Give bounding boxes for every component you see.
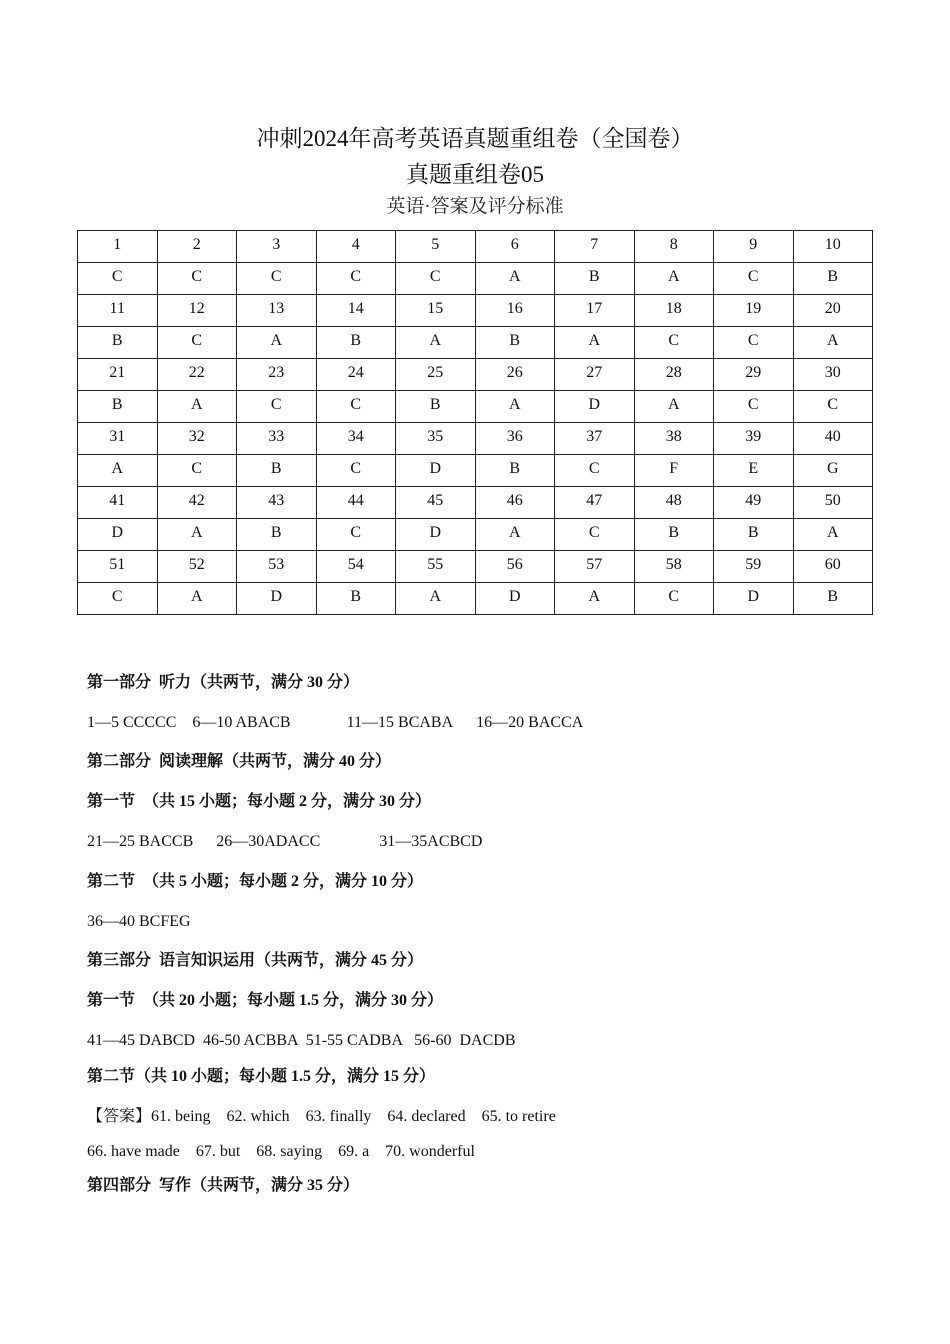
question-number-cell: 16 — [475, 295, 555, 327]
answer-cell: D — [396, 455, 476, 487]
question-number-cell: 53 — [237, 551, 317, 583]
answer-cell: C — [634, 327, 714, 359]
answer-cell: B — [316, 327, 396, 359]
part1-answer-group: 6—10 ABACB — [192, 714, 291, 731]
question-number-row — [78, 423, 873, 455]
part3-section1-answers: 41—45 DABCD 46-50 ACBBA 51-55 CADBA 56-60 DACDB — [87, 1032, 516, 1049]
answer-cell: A — [634, 263, 714, 295]
question-number-cell: 25 — [396, 359, 476, 391]
answer-cell: F — [634, 455, 714, 487]
answer-cell: C — [316, 455, 396, 487]
question-number-cell: 12 — [157, 295, 237, 327]
question-number-cell: 45 — [396, 487, 476, 519]
part2-section2-heading: 第二节 （共 5 小题；每小题 2 分，满分 10 分） — [87, 873, 424, 890]
answer-cell: B — [396, 391, 476, 423]
answer-cell: D — [78, 519, 158, 551]
answer-cell: C — [396, 263, 476, 295]
question-number-cell: 21 — [78, 359, 158, 391]
answer-cell: A — [157, 583, 237, 615]
answer-cell: B — [793, 583, 873, 615]
question-number-row — [78, 359, 873, 391]
answer-cell: A — [555, 327, 635, 359]
question-number-cell: 31 — [78, 423, 158, 455]
question-number-row — [78, 487, 873, 519]
question-number-cell: 56 — [475, 551, 555, 583]
part2-answer-group: 31—35ACBCD — [379, 833, 483, 850]
question-number-cell: 38 — [634, 423, 714, 455]
question-number-cell: 46 — [475, 487, 555, 519]
answer-cell: A — [396, 327, 476, 359]
answer-cell: A — [475, 519, 555, 551]
answer-cell: C — [157, 455, 237, 487]
question-number-cell: 42 — [157, 487, 237, 519]
question-number-cell: 11 — [78, 295, 158, 327]
part3-section2-answers-line2: 66. have made 67. but 68. saying 69. a 70. wonderful — [87, 1143, 475, 1160]
question-number-cell: 50 — [793, 487, 873, 519]
part2-section1-answers — [87, 831, 482, 853]
part2-heading: 第二部分 阅读理解（共两节，满分 40 分） — [87, 753, 392, 770]
answer-cell: A — [475, 263, 555, 295]
question-number-cell: 3 — [237, 231, 317, 263]
question-number-row — [78, 295, 873, 327]
question-number-cell: 55 — [396, 551, 476, 583]
answer-cell: D — [555, 391, 635, 423]
answer-cell: C — [316, 263, 396, 295]
question-number-cell: 15 — [396, 295, 476, 327]
question-number-cell: 33 — [237, 423, 317, 455]
answer-cell: C — [157, 327, 237, 359]
question-number-cell: 58 — [634, 551, 714, 583]
answer-cell: C — [316, 391, 396, 423]
question-number-cell: 36 — [475, 423, 555, 455]
answer-cell: C — [78, 263, 158, 295]
answer-cell: C — [157, 263, 237, 295]
question-number-cell: 28 — [634, 359, 714, 391]
answer-cell: A — [634, 391, 714, 423]
answer-row — [78, 519, 873, 551]
question-number-cell: 6 — [475, 231, 555, 263]
question-number-cell: 13 — [237, 295, 317, 327]
answer-cell: B — [475, 455, 555, 487]
part3-section1-heading: 第一节 （共 20 小题；每小题 1.5 分，满分 30 分） — [87, 992, 444, 1009]
answer-cell: C — [237, 391, 317, 423]
answer-cell: B — [78, 391, 158, 423]
question-number-cell: 47 — [555, 487, 635, 519]
answer-cell: B — [714, 519, 794, 551]
part1-answer-group: 11—15 BCABA — [346, 714, 454, 731]
question-number-row — [78, 551, 873, 583]
answer-cell: A — [793, 519, 873, 551]
answer-cell: B — [555, 263, 635, 295]
part3-section2-heading: 第二节（共 10 小题；每小题 1.5 分，满分 15 分） — [87, 1068, 436, 1085]
question-number-cell: 34 — [316, 423, 396, 455]
part2-answer-group: 21—25 BACCB — [87, 833, 194, 850]
answer-cell: C — [316, 519, 396, 551]
question-number-cell: 57 — [555, 551, 635, 583]
question-number-cell: 52 — [157, 551, 237, 583]
answer-cell: C — [714, 263, 794, 295]
question-number-cell: 9 — [714, 231, 794, 263]
part1-answers — [87, 712, 583, 734]
answer-cell: A — [78, 455, 158, 487]
question-number-cell: 10 — [793, 231, 873, 263]
question-number-cell: 20 — [793, 295, 873, 327]
part1-heading: 第一部分 听力（共两节，满分 30 分） — [87, 674, 360, 691]
part2-answer-group: 26—30ADACC — [216, 833, 321, 850]
question-number-cell: 22 — [157, 359, 237, 391]
answer-cell: C — [555, 455, 635, 487]
question-number-cell: 2 — [157, 231, 237, 263]
question-number-cell: 40 — [793, 423, 873, 455]
answer-cell: E — [714, 455, 794, 487]
part4-heading: 第四部分 写作（共两节，满分 35 分） — [87, 1177, 360, 1194]
answer-row — [78, 263, 873, 295]
answer-cell: D — [396, 519, 476, 551]
answer-cell: B — [237, 519, 317, 551]
answer-cell: G — [793, 455, 873, 487]
question-number-cell: 5 — [396, 231, 476, 263]
part1-answer-group: 1—5 CCCCC — [87, 714, 177, 731]
answer-table — [77, 230, 873, 615]
answer-cell: B — [316, 583, 396, 615]
answer-cell: B — [475, 327, 555, 359]
part2-section2-answers: 36—40 BCFEG — [87, 913, 191, 930]
question-number-cell: 32 — [157, 423, 237, 455]
question-number-cell: 43 — [237, 487, 317, 519]
question-number-cell: 44 — [316, 487, 396, 519]
answer-cell: C — [714, 391, 794, 423]
question-number-cell: 8 — [634, 231, 714, 263]
document-caption: 英语·答案及评分标准 — [386, 196, 564, 217]
question-number-cell: 26 — [475, 359, 555, 391]
question-number-cell: 17 — [555, 295, 635, 327]
answer-cell: A — [157, 519, 237, 551]
question-number-row — [78, 231, 873, 263]
part3-section2-answers-line1: 【答案】61. being 62. which 63. finally 64. declared 65. to retire — [87, 1108, 556, 1125]
answer-cell: C — [555, 519, 635, 551]
answer-cell: A — [475, 391, 555, 423]
question-number-cell: 7 — [555, 231, 635, 263]
question-number-cell: 23 — [237, 359, 317, 391]
part1-answer-group: 16—20 BACCA — [476, 714, 584, 731]
question-number-cell: 1 — [78, 231, 158, 263]
question-number-cell: 29 — [714, 359, 794, 391]
question-number-cell: 30 — [793, 359, 873, 391]
answer-cell: D — [237, 583, 317, 615]
answer-row — [78, 327, 873, 359]
answer-cell: D — [475, 583, 555, 615]
answer-cell: C — [714, 327, 794, 359]
answer-cell: A — [555, 583, 635, 615]
answer-cell: A — [793, 327, 873, 359]
question-number-cell: 54 — [316, 551, 396, 583]
answer-cell: C — [634, 583, 714, 615]
question-number-cell: 24 — [316, 359, 396, 391]
answer-row — [78, 583, 873, 615]
question-number-cell: 39 — [714, 423, 794, 455]
answer-cell: A — [237, 327, 317, 359]
question-number-cell: 14 — [316, 295, 396, 327]
answer-cell: B — [237, 455, 317, 487]
answer-row — [78, 455, 873, 487]
answer-cell: B — [634, 519, 714, 551]
question-number-cell: 4 — [316, 231, 396, 263]
question-number-cell: 48 — [634, 487, 714, 519]
question-number-cell: 37 — [555, 423, 635, 455]
question-number-cell: 59 — [714, 551, 794, 583]
question-number-cell: 19 — [714, 295, 794, 327]
answer-cell: A — [157, 391, 237, 423]
document-title: 冲刺2024年高考英语真题重组卷（全国卷） — [256, 126, 694, 151]
question-number-cell: 49 — [714, 487, 794, 519]
answer-cell: A — [396, 583, 476, 615]
question-number-cell: 51 — [78, 551, 158, 583]
answer-cell: B — [78, 327, 158, 359]
answer-cell: D — [714, 583, 794, 615]
part2-section1-heading: 第一节 （共 15 小题；每小题 2 分，满分 30 分） — [87, 793, 432, 810]
answer-row — [78, 391, 873, 423]
answer-cell: C — [793, 391, 873, 423]
question-number-cell: 18 — [634, 295, 714, 327]
answer-cell: C — [237, 263, 317, 295]
answer-cell: C — [78, 583, 158, 615]
document-subtitle: 真题重组卷05 — [406, 162, 544, 187]
question-number-cell: 41 — [78, 487, 158, 519]
question-number-cell: 27 — [555, 359, 635, 391]
part3-heading: 第三部分 语言知识运用（共两节，满分 45 分） — [87, 952, 424, 969]
answer-cell: B — [793, 263, 873, 295]
question-number-cell: 35 — [396, 423, 476, 455]
question-number-cell: 60 — [793, 551, 873, 583]
